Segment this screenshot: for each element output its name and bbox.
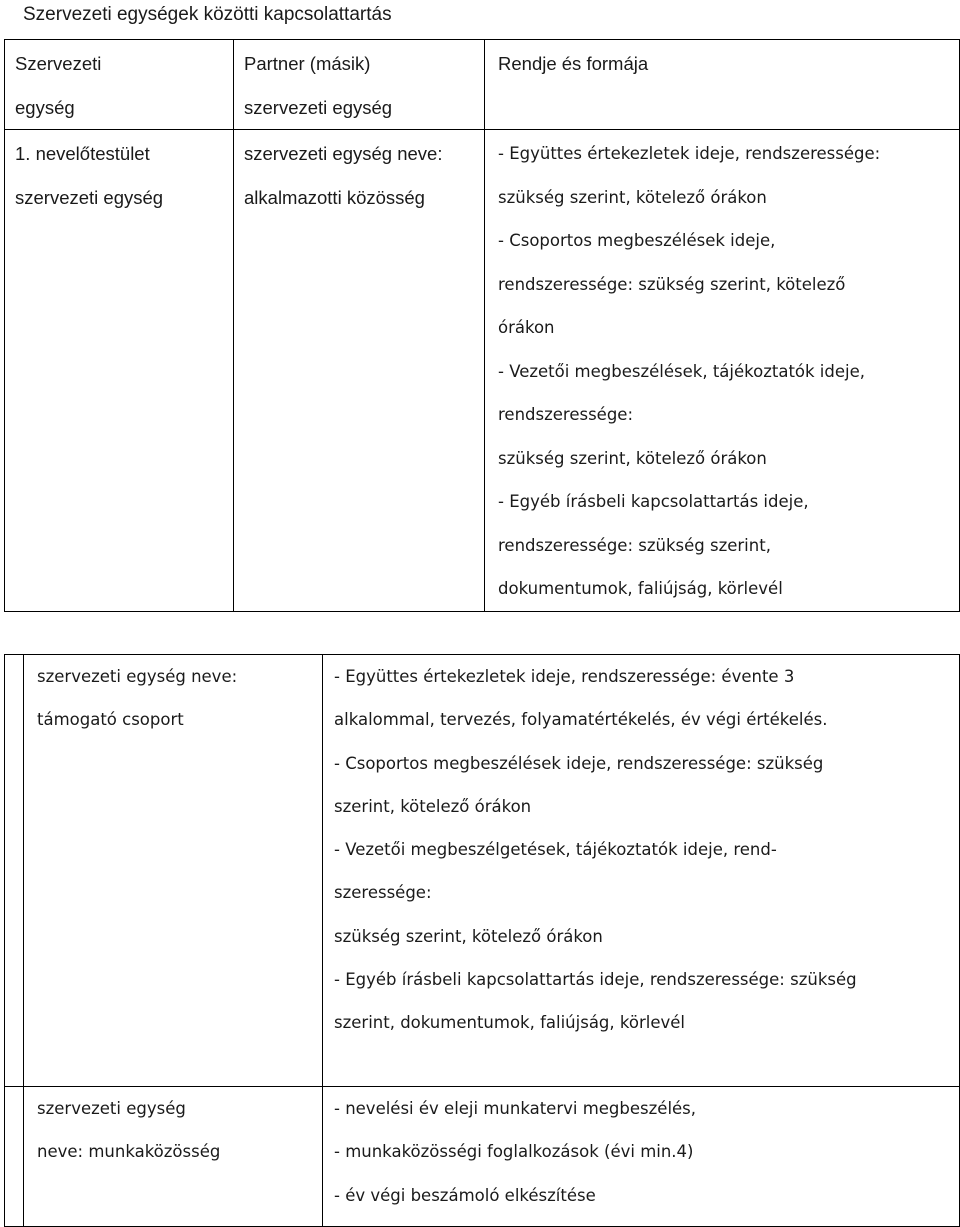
cell-alkalmazotti-kozosseg: szervezeti egység neve: alkalmazotti közösség — [234, 130, 485, 612]
kapcsolattartas-table-1 — [4, 39, 960, 612]
table-header-row — [5, 40, 960, 130]
table-row — [5, 1087, 960, 1227]
cell-tamogato-csoport: szervezeti egység neve: támogató csoport — [24, 655, 323, 1087]
page-title: Szervezeti egységek közötti kapcsolattartás — [23, 4, 392, 25]
kapcsolattartas-table-2 — [4, 654, 960, 1227]
header-rendje-es-formaja: Rendje és formája — [485, 40, 960, 130]
cell-rendje-nevelotestulet: - Együttes értekezletek ideje, rendszeressége: szükség szerint, kötelező órákon - Csoportos megbeszélések ideje, rendszeressége: szükség szerint, kötelező órákon - Vezetői megbeszélések, tájékoztatók ideje, rendszeressége: szükség szerint, kötelező órákon - Egyéb írásbeli kapcsolattartás ideje, rendszeressége: szükség szerint, dokumentumok, faliújság, körlevél — [485, 130, 960, 612]
table-gutter-cell — [5, 1087, 24, 1227]
cell-nevelotestulet: 1. nevelőtestület szervezeti egység — [5, 130, 234, 612]
cell-rendje-tamogato-csoport: - Együttes értekezletek ideje, rendszeressége: évente 3 alkalommal, tervezés, folyamatértékelés, év végi értékelés. - Csoportos megbeszélések ideje, rendszeressége: szükség szerint, kötelező órákon - Vezetői megbeszélgetések, tájékoztatók ideje, rend- szeressége: szükség szerint, kötelező órákon - Egyéb írásbeli kapcsolattartás ideje, rendszeressége: szükség szerint, dokumentumok, faliújság, körlevél — [323, 655, 960, 1087]
header-partner: Partner (másik) szervezeti egység — [234, 40, 485, 130]
cell-rendje-munkakozosseg: - nevelési év eleji munkatervi megbeszélés, - munkaközösségi foglalkozások (évi min.4) - év végi beszámoló elkészítése — [323, 1087, 960, 1227]
table-row — [5, 130, 960, 612]
table-gutter-cell — [5, 655, 24, 1087]
table-row — [5, 655, 960, 1087]
cell-munkakozosseg: szervezeti egység neve: munkaközösség — [24, 1087, 323, 1227]
header-szervezeti-egyseg: Szervezeti egység — [5, 40, 234, 130]
